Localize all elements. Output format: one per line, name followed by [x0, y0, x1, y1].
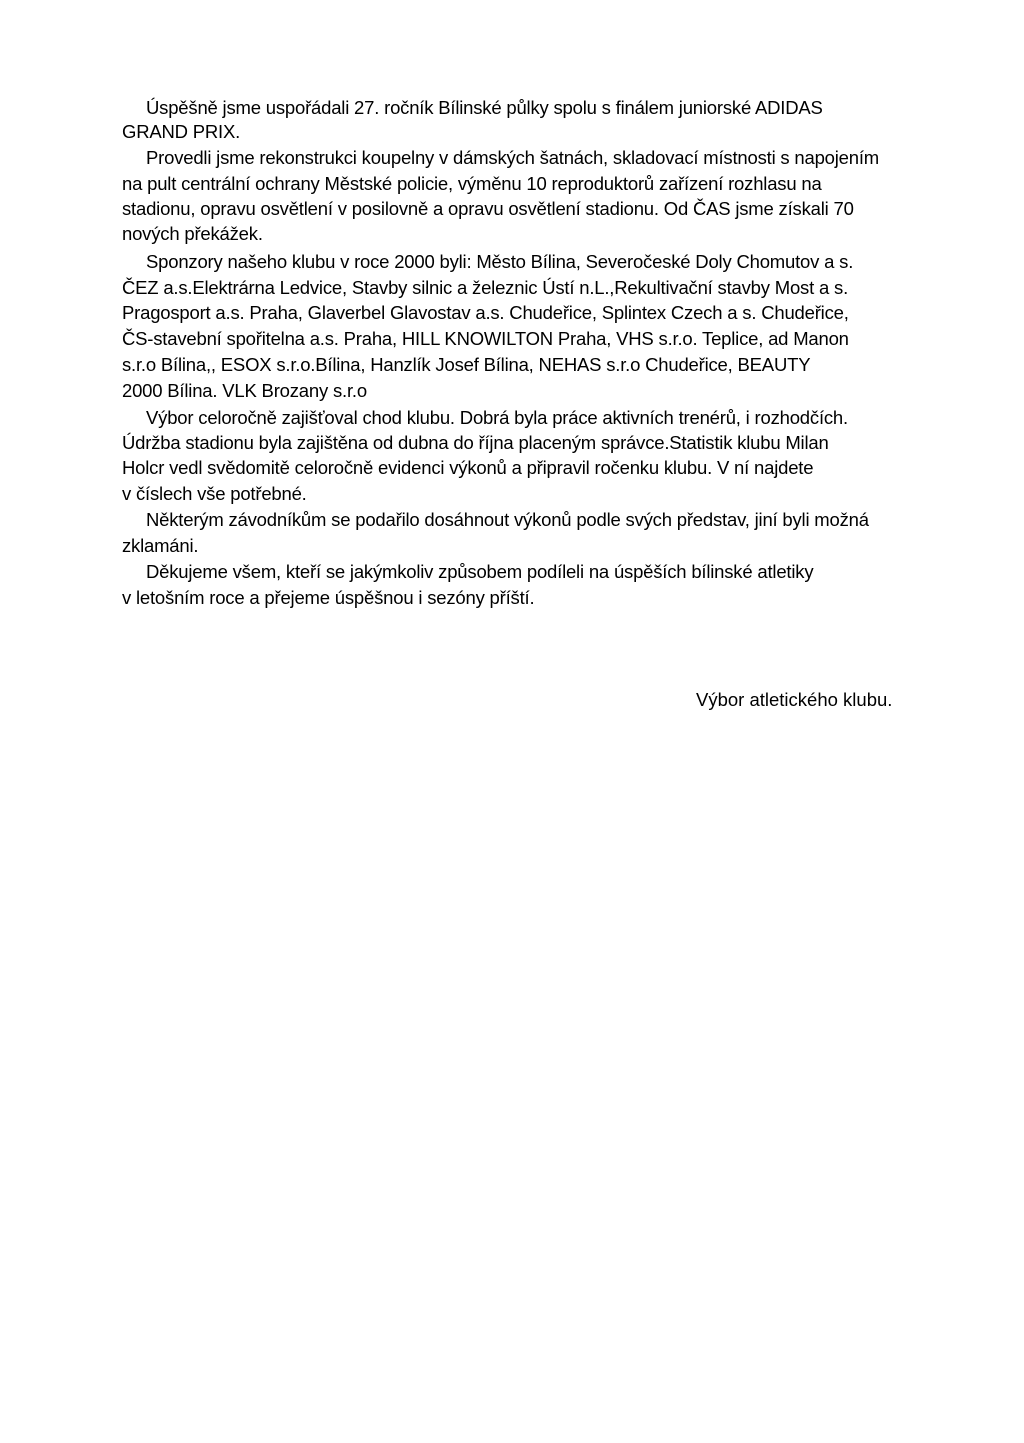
text-line-11: s.r.o Bílina,, ESOX s.r.o.Bílina, Hanzlík Josef Bílina, NEHAS s.r.o Chudeřice, BEAUTY — [122, 354, 811, 375]
text-line-10: ČS-stavební spořitelna a.s. Praha, HILL KNOWILTON Praha, VHS s.r.o. Teplice, ad Manon — [122, 328, 849, 349]
text-line-2: GRAND PRIX. — [122, 121, 241, 142]
text-line-20: v letošním roce a přejeme úspěšnou i sezóny příští. — [122, 587, 535, 608]
text-line-16: v číslech vše potřebné. — [122, 483, 307, 504]
text-line-13: Výbor celoročně zajišťoval chod klubu. Dobrá byla práce aktivních trenérů, i rozhodčích. — [146, 407, 848, 428]
text-line-6: nových překážek. — [122, 223, 263, 244]
text-line-7: Sponzory našeho klubu v roce 2000 byli: Město Bílina, Severočeské Doly Chomutov a s. — [146, 251, 854, 272]
text-line-12: 2000 Bílina. VLK Brozany s.r.o — [122, 380, 367, 401]
signature: Výbor atletického klubu. — [696, 689, 893, 710]
text-line-14: Údržba stadionu byla zajištěna od dubna do října placeným správce.Statistik klubu Milan — [122, 432, 829, 453]
text-line-1: Úspěšně jsme uspořádali 27. ročník Bílinské půlky spolu s finálem juniorské ADIDAS — [146, 97, 823, 118]
text-line-4: na pult centrální ochrany Městské policie, výměnu 10 reproduktorů zařízení rozhlasu na — [122, 173, 822, 194]
text-line-15: Holcr vedl svědomitě celoročně evidenci výkonů a připravil ročenku klubu. V ní najdete — [122, 457, 814, 478]
text-line-18: zklamáni. — [122, 535, 199, 556]
text-line-8: ČEZ a.s.Elektrárna Ledvice, Stavby silnic a železnic Ústí n.L.,Rekultivační stavby Most a s. — [122, 277, 849, 298]
text-line-5: stadionu, opravu osvětlení v posilovně a opravu osvětlení stadionu. Od ČAS jsme získali 70 — [122, 198, 854, 219]
text-line-3: Provedli jsme rekonstrukci koupelny v dámských šatnách, skladovací místnosti s napojením — [146, 147, 880, 168]
text-line-9: Pragosport a.s. Praha, Glaverbel Glavostav a.s. Chudeřice, Splintex Czech a s. Chudeřice, — [122, 302, 849, 323]
text-line-17: Některým závodníkům se podařilo dosáhnout výkonů podle svých představ, jiní byli možná — [146, 509, 869, 530]
text-line-19: Děkujeme všem, kteří se jakýmkoliv způsobem podíleli na úspěších bílinské atletiky — [146, 561, 814, 582]
